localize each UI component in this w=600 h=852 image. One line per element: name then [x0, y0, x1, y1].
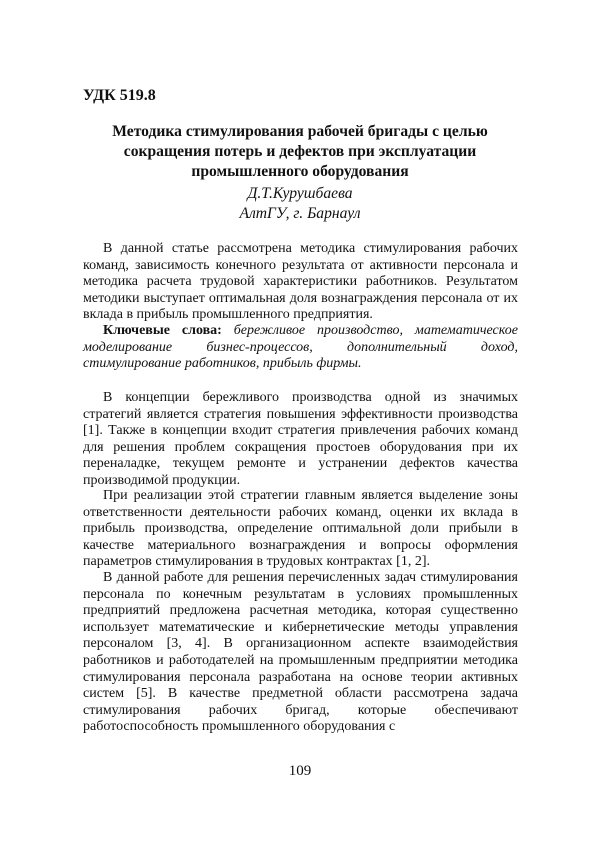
body-paragraph-2: При реализации этой стратегии главным является выделение зоны ответственности деятельности рабочих команд, оценки их вклада в прибыль производства, определение оптимальной доли прибыли в качестве материального вознаграждения и вопросы оформления параметров стимулирования в трудовых контрактах [1, 2]. — [83, 488, 518, 570]
abstract: В данной статье рассмотрена методика стимулирования рабочих команд, зависимость конечного результата от активности персонала и методика расчета трудовой характеристики работников. Результатом методики выступает оптимальная доля вознаграждения персонала от их вклада в прибыль промышленного предприятия. — [83, 241, 518, 323]
keywords — [83, 323, 518, 373]
keywords-text: бережливое производство, математическое моделирование бизнес-процессов, дополнительный доход, стимулирование работников, прибыль фирмы. — [83, 323, 518, 372]
udc-code: УДК 519.8 — [83, 87, 156, 104]
author-name: Д.Т.Курушбаева — [247, 185, 353, 202]
body-paragraph-1: В концепции бережливого производства одной из значимых стратегий является стратегия повышения эффективности производства [1]. Также в концепции входит стратегия привлечения рабочих команд для решения проблем сокращения простоев оборудования при их переналадке, текущем ремонте и устранении дефектов качества производимой продукции. — [83, 390, 518, 488]
body-paragraph-3: В данной работе для решения перечисленных задач стимулирования персонала по конечным результатам в условиях промышленных предприятий предложена расчетная методика, которая существенно использует математические и кибернетические методы управления персоналом [3, 4]. В организационном аспекте взаимодействия работников и работодателей на промышленным предприятии методика стимулирования персонала разработана на основе теории активных систем [5]. В качестве предметной области рассмотрена задача стимулирования рабочих бригад, которые обеспечивают работоспособность промышленного оборудования с — [83, 570, 518, 735]
keywords-label: Ключевые слова: — [103, 323, 222, 338]
page-number: 109 — [288, 763, 312, 779]
author-affiliation: АлтГУ, г. Барнаул — [239, 205, 361, 222]
article-title: Методика стимулирования рабочей бригады с целью сокращения потерь и дефектов при эксплуатации промышленного оборудования — [112, 123, 488, 180]
